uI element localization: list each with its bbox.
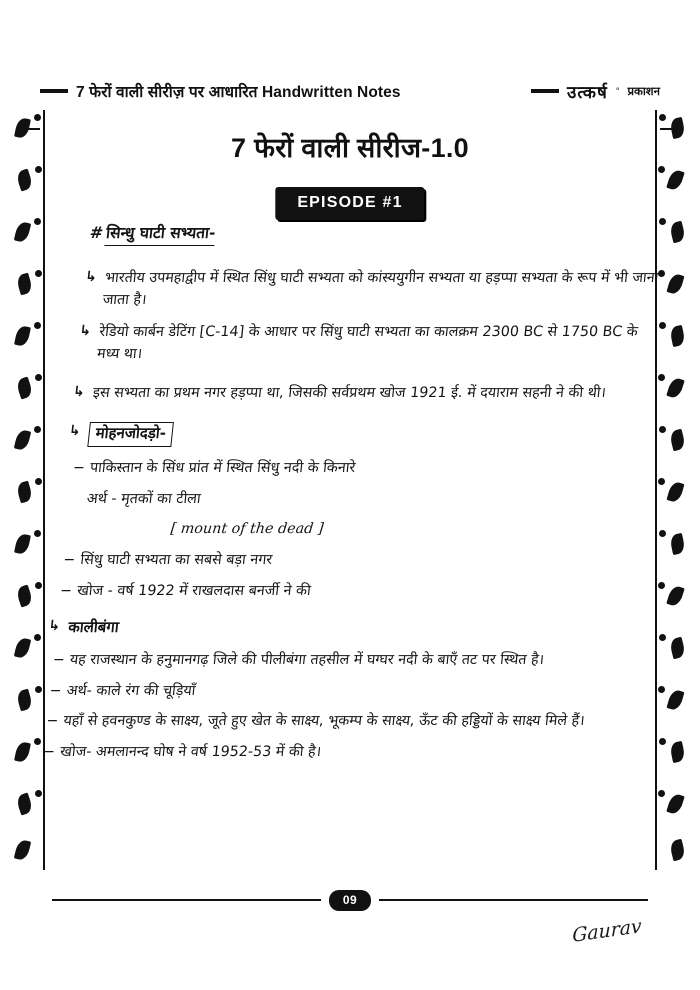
- bud-icon: [35, 582, 42, 589]
- section-title-mohenjodaro: मोहनजोदड़ो-: [87, 422, 174, 447]
- gloss-text: [ mount of the dead ]: [169, 521, 325, 538]
- page-number: 09: [329, 890, 371, 911]
- episode-badge: EPISODE #1: [275, 187, 424, 220]
- bud-icon: [658, 582, 665, 589]
- bud-icon: [34, 322, 41, 329]
- bud-icon: [659, 738, 666, 745]
- bud-icon: [659, 530, 666, 537]
- brand-registered-mark: °: [615, 86, 620, 96]
- bud-icon: [35, 790, 42, 797]
- point-text: सिंधु घाटी सभ्यता का सबसे बड़ा नगर: [79, 552, 274, 569]
- leaf-icon: [14, 221, 31, 244]
- leaf-icon: [666, 273, 684, 296]
- leaf-icon: [669, 325, 686, 347]
- list-item: [72, 383, 650, 405]
- bud-icon: [34, 114, 41, 121]
- brand-subtitle: प्रकाशन: [627, 85, 660, 98]
- list-item: [64, 458, 642, 480]
- bud-icon: [659, 426, 666, 433]
- dash-bullet-icon: −: [59, 582, 73, 599]
- leaf-icon: [15, 481, 33, 504]
- bullet-text: भारतीय उपमहाद्वीप में स्थित सिंधु घाटी सभ्यता को कांस्ययुगीन सभ्यता या हड़प्पा सभ्यता के रूप में भी जाना जाता है।: [101, 270, 660, 308]
- header-left-group: [40, 80, 401, 102]
- header-right-rule: [531, 89, 559, 93]
- page-footer: [52, 888, 648, 912]
- bud-icon: [658, 478, 665, 485]
- bud-icon: [658, 686, 665, 693]
- section-heading-row: [47, 617, 625, 638]
- leaf-icon: [666, 168, 685, 191]
- dash-bullet-icon: −: [42, 743, 56, 760]
- list-item: [37, 711, 615, 733]
- dash-bullet-icon: −: [62, 552, 76, 569]
- point-text: यहाँ से हवनकुण्ड के साक्ष्य, जूते हुए खेत के साक्ष्य, भूकम्प के साक्ष्य, ऊँट की हड्डियों के साक्ष्य मिले हैं।: [62, 713, 586, 730]
- dash-bullet-icon: −: [48, 682, 63, 699]
- leaf-icon: [15, 689, 33, 712]
- leaf-icon: [15, 376, 34, 399]
- leaf-icon: [14, 637, 31, 660]
- leaf-icon: [15, 792, 34, 815]
- publisher-logo: [531, 80, 660, 103]
- list-item: [82, 268, 663, 311]
- bud-icon: [34, 426, 41, 433]
- footer-rule-right: [379, 899, 648, 901]
- list-item: [51, 581, 629, 603]
- leaf-icon: [669, 429, 686, 452]
- brand-name: उत्कर्ष: [567, 82, 608, 102]
- leaf-icon: [14, 429, 31, 452]
- header-left-rule: [40, 89, 68, 93]
- header-title: 7 फेरों वाली सीरीज़ पर आधारित Handwritten Notes: [76, 84, 401, 101]
- leaf-icon: [666, 584, 685, 607]
- arrow-bullet-icon: ↳: [47, 618, 62, 635]
- arrow-bullet-icon: ↳: [68, 422, 82, 439]
- point-text: अर्थ- काले रंग की चूड़ियाँ: [65, 682, 197, 699]
- bud-icon: [659, 634, 666, 641]
- bud-icon: [35, 166, 42, 173]
- bud-icon: [659, 114, 666, 121]
- leaf-icon: [15, 168, 34, 191]
- leaf-icon: [666, 792, 685, 815]
- list-item: [44, 650, 622, 672]
- point-text: खोज - वर्ष 1922 में राखलदास बनर्जी ने की: [76, 582, 312, 599]
- leaf-icon: [14, 325, 31, 347]
- bud-icon: [658, 374, 665, 381]
- leaf-icon: [666, 689, 684, 712]
- leaf-icon: [669, 741, 686, 763]
- dash-bullet-icon: −: [45, 713, 60, 730]
- leaf-icon: [14, 533, 31, 555]
- hash-marker: #: [88, 223, 105, 242]
- arrow-bullet-icon: ↳: [84, 269, 98, 285]
- leaf-icon: [669, 839, 686, 862]
- bud-icon: [34, 530, 41, 537]
- leaf-icon: [669, 221, 686, 244]
- bud-icon: [35, 374, 42, 381]
- signature: Gaurav: [572, 915, 642, 947]
- page-header: [40, 74, 660, 108]
- dash-bullet-icon: [69, 489, 81, 510]
- section-title-kalibanga: कालीबंगा: [67, 618, 120, 637]
- point-text: पाकिस्तान के सिंध प्रांत में स्थित सिंधु नदी के किनारे: [89, 459, 357, 476]
- main-heading: सिन्धु घाटी सभ्यता-: [105, 222, 217, 246]
- bud-icon: [35, 270, 42, 277]
- point-text: खोज- अमलानन्द घोष ने वर्ष 1952-53 में की है।: [59, 743, 322, 760]
- list-item: [34, 742, 612, 764]
- arrow-bullet-icon: ↳: [78, 323, 93, 340]
- bud-icon: [34, 634, 41, 641]
- stem-icon: [660, 128, 672, 130]
- point-text: यह राजस्थान के हनुमानगढ़ जिले की पीलीबंगा तहसील में घग्घर नदी के बाएँ तट पर स्थित है।: [69, 651, 545, 668]
- bullet-text: रेडियो कार्बन डेटिंग [C-14] के आधार पर सिंधु घाटी सभ्यता का कालक्रम 2300 BC से 1750 BC के मध्य था।: [96, 324, 639, 363]
- page-title: 7 फेरों वाली सीरीज-1.0: [230, 133, 470, 163]
- bud-icon: [35, 478, 42, 485]
- bud-icon: [659, 322, 666, 329]
- list-item: [54, 550, 632, 572]
- leaf-icon: [15, 273, 33, 296]
- bud-icon: [658, 790, 665, 797]
- stem-icon: [28, 128, 40, 130]
- list-item: [76, 322, 657, 365]
- dash-bullet-icon: −: [72, 459, 86, 476]
- arrow-bullet-icon: ↳: [72, 383, 86, 400]
- section-heading-row: [67, 422, 646, 447]
- list-item: [61, 489, 639, 511]
- bullet-text: इस सभ्यता का प्रथम नगर हड़प्पा था, जिसकी सर्वप्रथम खोज 1921 ई. में दयाराम सहनी ने की थी।: [92, 384, 607, 401]
- bud-icon: [34, 218, 41, 225]
- handwritten-notes-body: [33, 222, 667, 773]
- bud-icon: [658, 166, 665, 173]
- leaf-icon: [666, 376, 685, 399]
- gloss-row: [57, 519, 635, 541]
- leaf-icon: [15, 584, 34, 607]
- leaf-icon: [14, 741, 31, 763]
- dash-bullet-icon: −: [52, 651, 66, 668]
- leaf-icon: [14, 839, 31, 862]
- point-text: अर्थ - मृतकों का टीला: [86, 490, 202, 507]
- leaf-icon: [666, 481, 684, 504]
- footer-rule-left: [52, 899, 321, 901]
- leaf-icon: [669, 637, 686, 660]
- main-heading-block: [87, 222, 667, 258]
- leaf-icon: [669, 533, 686, 555]
- list-item: [40, 681, 618, 703]
